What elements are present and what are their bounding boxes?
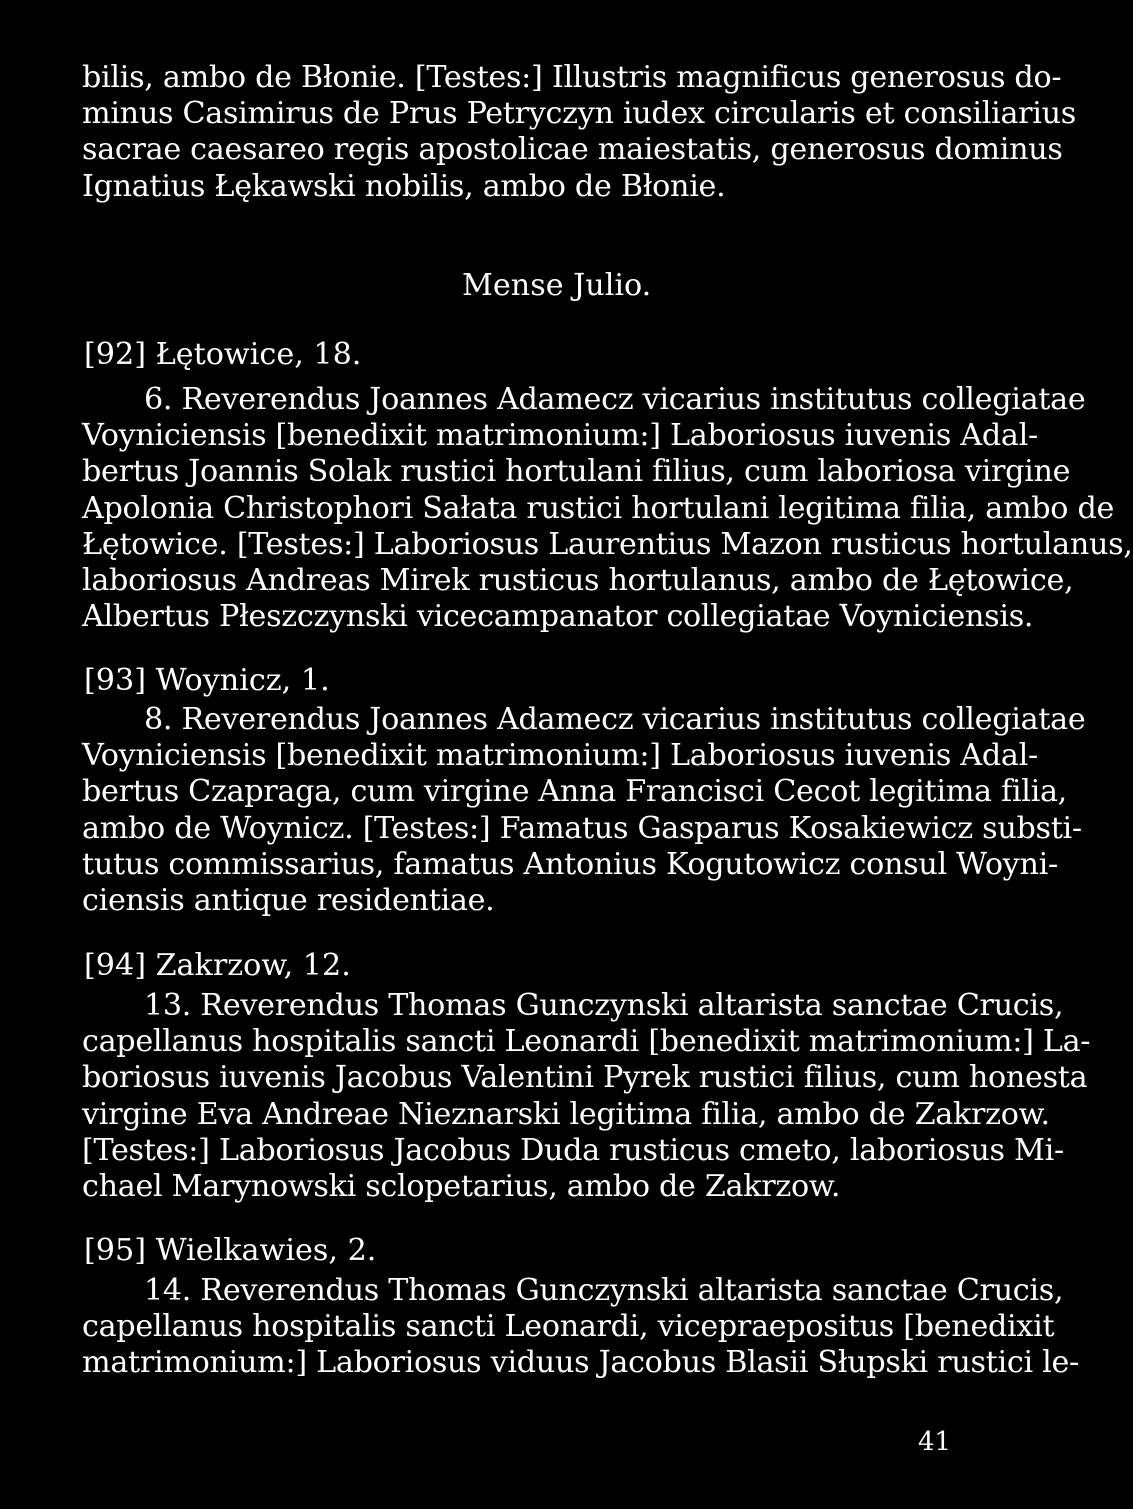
text-line: bertus Czapraga, cum virgine Anna Francisci Cecot legitima filia, <box>82 774 1067 810</box>
text-line: sacrae caesareo regis apostolicae maiestatis, generosus dominus <box>82 132 1063 168</box>
entry-paragraph <box>82 1273 1079 1382</box>
text-line: Albertus Płeszczynski vicecampanator collegiatae Voyniciensis. <box>82 599 1034 635</box>
text-line: ambo de Woynicz. [Testes:] Famatus Gasparus Kosakiewicz substi- <box>82 810 1082 846</box>
entry-heading: [93] Woynicz, 1. <box>84 663 330 698</box>
text-line: ciensis antique residentiae. <box>82 883 495 919</box>
entry-paragraph <box>82 702 1086 919</box>
text-line: Voyniciensis [benedixit matrimonium:] Laboriosus iuvenis Adal- <box>82 738 1038 774</box>
text-line: capellanus hospitalis sancti Leonardi, vicepraepositus [benedixit <box>82 1309 1055 1345</box>
text-line: Apolonia Christophori Sałata rustici hortulani legitima filia, ambo de <box>82 490 1115 526</box>
text-line: chael Marynowski sclopetarius, ambo de Zakrzow. <box>82 1169 841 1205</box>
text-line: bertus Joannis Solak rustici hortulani filius, cum laboriosa virgine <box>82 454 1071 490</box>
page-number: 41 <box>918 1427 952 1457</box>
text-line: Voyniciensis [benedixit matrimonium:] Laboriosus iuvenis Adal- <box>82 418 1038 454</box>
entry-heading: [94] Zakrzow, 12. <box>84 948 351 983</box>
entry-paragraph <box>82 988 1091 1205</box>
entry-paragraph <box>82 382 1133 635</box>
text-line: laboriosus Andreas Mirek rusticus hortulanus, ambo de Łętowice, <box>82 563 1074 599</box>
text-line: boriosus iuvenis Jacobus Valentini Pyrek rustici filius, cum honesta <box>82 1060 1088 1096</box>
text-line: [Testes:] Laboriosus Jacobus Duda rusticus cmeto, laboriosus Mi- <box>82 1132 1064 1168</box>
text-line: capellanus hospitalis sancti Leonardi [benedixit matrimonium:] La- <box>82 1024 1091 1060</box>
text-line: 8. Reverendus Joannes Adamecz vicarius institutus collegiatae <box>144 702 1086 737</box>
text-line: Łętowice. [Testes:] Laboriosus Laurentius Mazon rusticus hortulanus, <box>82 526 1133 562</box>
text-line: Ignatius Łękawski nobilis, ambo de Błonie. <box>82 168 726 204</box>
text-line: bilis, ambo de Błonie. [Testes:] Illustris magnificus generosus do- <box>82 60 1062 95</box>
text-line: virgine Eva Andreae Nieznarski legitima filia, ambo de Zakrzow. <box>82 1096 1050 1132</box>
text-line: minus Casimirus de Prus Petryczyn iudex circularis et consiliarius <box>82 96 1076 132</box>
text-line: matrimonium:] Laboriosus viduus Jacobus Blasii Słupski rustici le- <box>82 1345 1079 1381</box>
intro-paragraph <box>82 60 1076 205</box>
entry-heading: [92] Łętowice, 18. <box>84 337 362 372</box>
month-heading: Mense Julio. <box>462 268 652 303</box>
text-line: 6. Reverendus Joannes Adamecz vicarius institutus collegiatae <box>144 382 1086 417</box>
text-line: 13. Reverendus Thomas Gunczynski altarista sanctae Crucis, <box>144 988 1064 1023</box>
entry-heading: [95] Wielkawies, 2. <box>84 1233 377 1268</box>
text-line: tutus commissarius, famatus Antonius Kogutowicz consul Woyni- <box>82 846 1058 882</box>
text-line: 14. Reverendus Thomas Gunczynski altarista sanctae Crucis, <box>144 1273 1064 1308</box>
